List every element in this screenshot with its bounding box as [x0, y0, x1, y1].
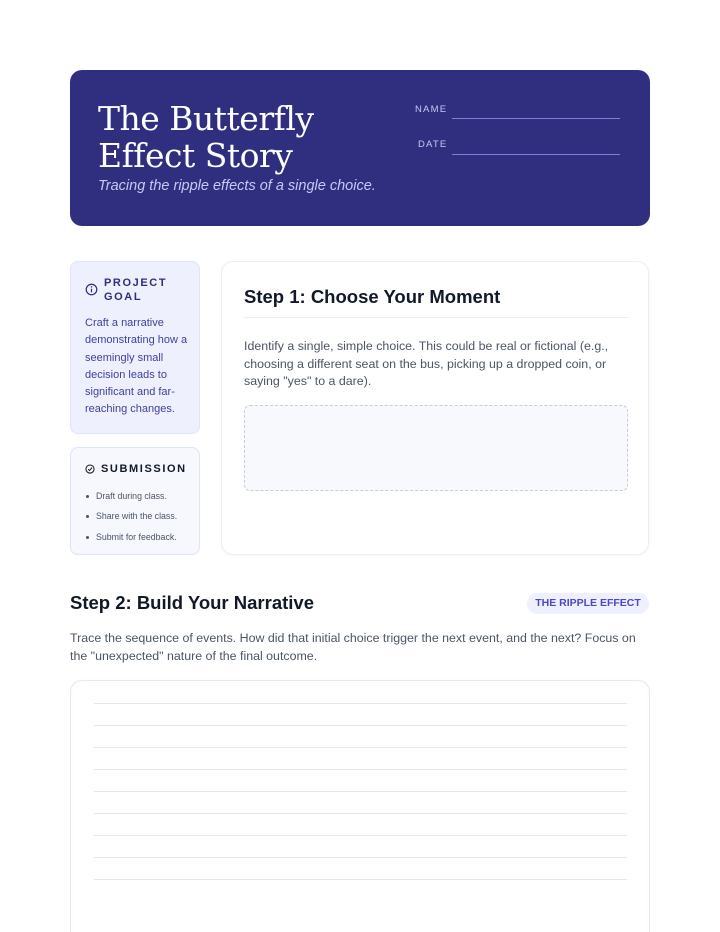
- ruled-line: [94, 791, 627, 792]
- date-field-line[interactable]: [452, 154, 620, 155]
- project-goal-title: PROJECT GOAL: [104, 277, 168, 303]
- name-label: NAME: [415, 104, 448, 115]
- submission-item: Submit for feedback.: [96, 527, 177, 547]
- worksheet-header: [70, 70, 650, 226]
- ruled-line: [94, 747, 627, 748]
- page-title: The Butterfly Effect Story: [98, 99, 314, 175]
- ruled-line: [94, 879, 627, 880]
- ruled-line: [94, 769, 627, 770]
- submission-item: Draft during class.: [96, 486, 177, 506]
- ruled-line: [94, 857, 627, 858]
- page-subtitle: Tracing the ripple effects of a single choice.: [98, 178, 376, 194]
- ruled-line: [94, 725, 627, 726]
- ruled-line: [94, 703, 627, 704]
- step1-title: Step 1: Choose Your Moment: [244, 286, 501, 307]
- submission-list: [96, 486, 177, 547]
- info-icon: [85, 283, 98, 296]
- step1-card: [221, 261, 649, 555]
- ruled-line: [94, 813, 627, 814]
- step2-title: Step 2: Build Your Narrative: [70, 592, 314, 613]
- ripple-effect-badge: THE RIPPLE EFFECT: [527, 593, 649, 614]
- submission-heading: [85, 463, 187, 475]
- date-label: DATE: [418, 139, 448, 150]
- submission-card: [70, 447, 200, 555]
- step2-instructions: Trace the sequence of events. How did that initial choice trigger the next event, and the next? Focus on the "unexpected" nature of the final outcome.: [70, 631, 636, 663]
- step1-instructions: Identify a single, simple choice. This could be real or fictional (e.g., choosing a different seat on the bus, picking up a dropped coin, or saying "yes" to a dare).: [244, 339, 609, 388]
- project-goal-text: Craft a narrative demonstrating how a seemingly small decision leads to significant and far-reaching changes.: [85, 317, 188, 416]
- project-goal-card: [70, 261, 200, 434]
- submission-item: Share with the class.: [96, 506, 177, 526]
- project-goal-heading: [85, 276, 184, 304]
- ruled-line: [94, 835, 627, 836]
- step1-answer-box[interactable]: [244, 405, 628, 491]
- step1-divider: [244, 317, 629, 318]
- name-field-line[interactable]: [452, 118, 620, 119]
- submission-title: SUBMISSION: [101, 463, 187, 475]
- check-circle-icon: [85, 464, 95, 474]
- narrative-writing-area[interactable]: [70, 680, 650, 932]
